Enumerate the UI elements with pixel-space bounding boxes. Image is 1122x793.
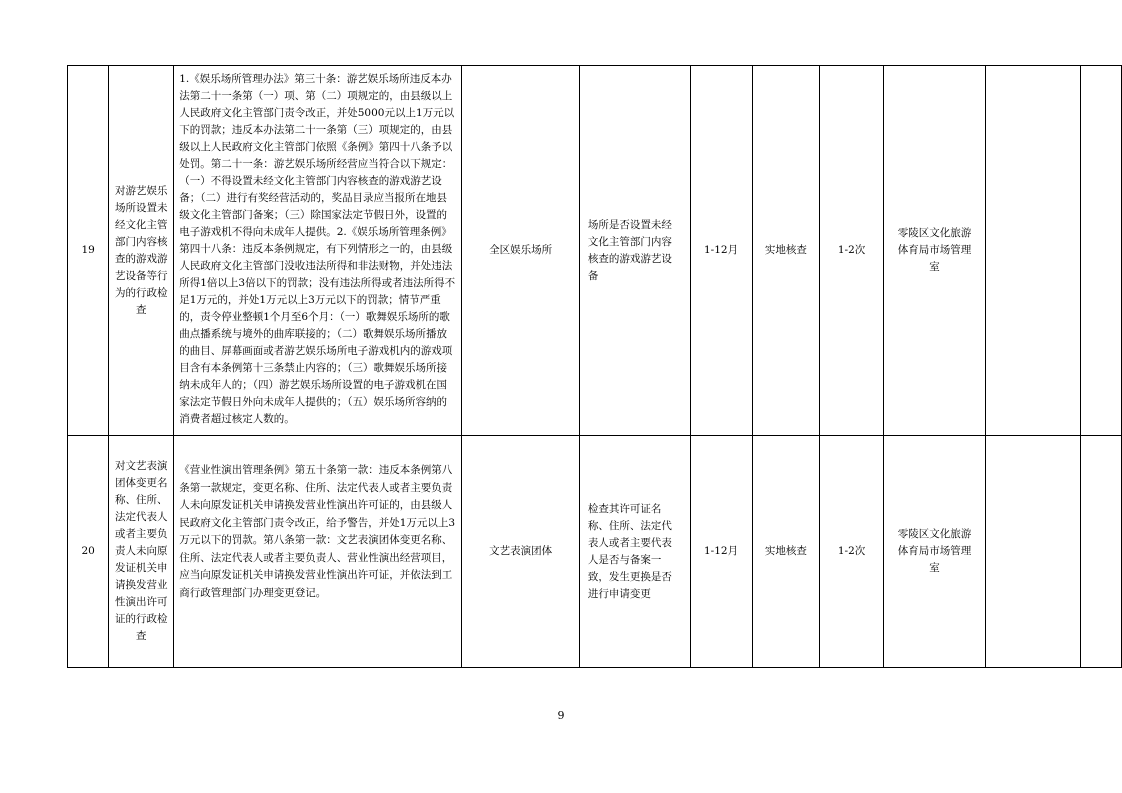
inspection-frequency <box>820 436 884 668</box>
inspection-frequency-text: 1-2次 <box>837 244 866 256</box>
inspection-method-text: 实地核查 <box>764 244 807 256</box>
inspection-time-text: 1-12月 <box>704 244 739 256</box>
inspection-content-text: 检查其许可证名称、住所、法定代表人或者主要代表人是否与备案一致，发生更换是否进行申请变更 <box>587 502 672 600</box>
inspection-frequency <box>820 66 884 436</box>
inspection-object <box>462 66 580 436</box>
inspection-method <box>752 66 820 436</box>
legal-basis <box>174 66 462 436</box>
responsible-department <box>883 436 985 668</box>
empty-cell <box>1081 66 1122 436</box>
empty-cell <box>1081 436 1122 668</box>
inspection-method <box>752 436 820 668</box>
table-row <box>68 66 1122 436</box>
responsible-department <box>883 66 985 436</box>
row-number-text: 20 <box>81 545 95 557</box>
empty-cell <box>986 436 1081 668</box>
row-number <box>68 436 109 668</box>
legal-basis-text: 《营业性演出管理条例》第五十条第一款：违反本条例第八条第一款规定，变更名称、住所、法定代表人或者主要负责人未向原发证机关申请换发营业性演出许可证的，由县级人民政府文化主管部门责令改正，给予警告，并处1万元以上3万元以下的罚款。第八条第一款：文艺表演团体变更名称、住所、法定代表人或者主要负责人、营业性演出经营项目，应当向原发证机关申请换发营业性演出许可证，并依法到工商行政管理部门办理变更登记。 <box>179 464 456 599</box>
responsible-department-text: 零陵区文化旅游体育局市场管理室 <box>897 528 972 574</box>
inspection-method-text: 实地核查 <box>764 545 807 557</box>
responsible-department-text: 零陵区文化旅游体育局市场管理室 <box>897 227 972 273</box>
empty-cell <box>986 66 1081 436</box>
inspection-frequency-text: 1-2次 <box>837 545 866 557</box>
inspection-item <box>109 66 174 436</box>
inspection-object-text: 文艺表演团体 <box>489 545 553 557</box>
row-number-text: 19 <box>81 244 95 256</box>
inspection-content <box>579 436 690 668</box>
inspection-item <box>109 436 174 668</box>
inspection-time-text: 1-12月 <box>704 545 739 557</box>
inspection-table <box>67 65 1122 668</box>
inspection-content <box>579 66 690 436</box>
page-number: 9 <box>557 709 565 722</box>
inspection-time <box>690 66 752 436</box>
inspection-content-text: 场所是否设置未经文化主管部门内容核查的游戏游艺设备 <box>587 218 672 282</box>
inspection-time <box>690 436 752 668</box>
legal-basis <box>174 436 462 668</box>
table-row <box>68 436 1122 668</box>
row-number <box>68 66 109 436</box>
inspection-item-text: 对文艺表演团体变更名称、住所、法定代表人或者主要负责人未向原发证机关申请换发营业性演出许可证的行政检查 <box>115 460 168 642</box>
inspection-object <box>462 436 580 668</box>
inspection-object-text: 全区娱乐场所 <box>489 244 553 256</box>
legal-basis-text: 1.《娱乐场所管理办法》第三十条：游艺娱乐场所违反本办法第二十一条第（一）项、第（二）项规定的，由县级以上人民政府文化主管部门责令改正，并处5000元以上1万元以下的罚款；违反本办法第二十一条第（三）项规定的，由县级以上人民政府文化主管部门依照《条例》第四十八条予以处罚。第二十一条：游艺娱乐场所经营应当符合以下规定：（一）不得设置未经文化主管部门内容核查的游戏游艺设备；（二）进行有奖经营活动的，奖品目录应当报所在地县级文化主管部门备案；（三）除国家法定节假日外，设置的电子游戏机不得向未成年人提供。2.《娱乐场所管理条例》第四十八条：违反本条例规定，有下列情形之一的，由县级人民政府文化主管部门没收违法所得和非法财物，并处违法所得1倍以上3倍以下的罚款；没有违法所得或者违法所得不足1万元的，并处1万元以上3万元以下的罚款；情节严重的，责令停业整顿1个月至6个月：（一）歌舞娱乐场所的歌曲点播系统与境外的曲库联接的；（二）歌舞娱乐场所播放的曲目、屏幕画面或者游艺娱乐场所电子游戏机内的游戏项目含有本条例第十三条禁止内容的；（三）歌舞娱乐场所接纳未成年人的；（四）游艺娱乐场所设置的电子游戏机在国家法定节假日外向未成年人提供的；（五）娱乐场所容纳的消费者超过核定人数的。 <box>179 73 456 425</box>
inspection-item-text: 对游艺娱乐场所设置未经文化主管部门内容核查的游戏游艺设备等行为的行政检查 <box>115 184 168 316</box>
